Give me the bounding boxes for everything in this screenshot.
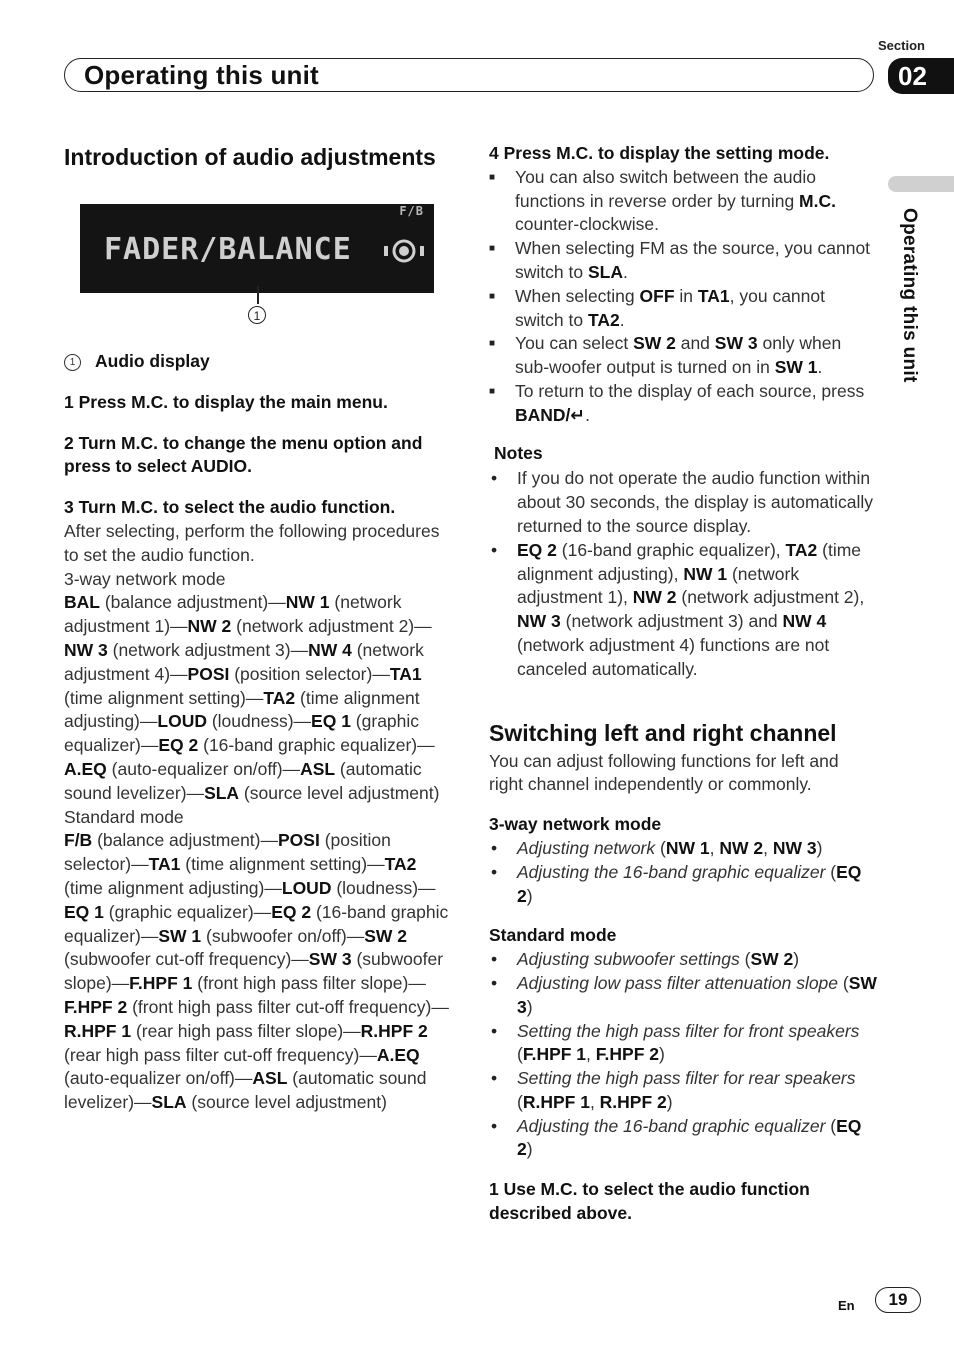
function-code: EQ 1: [311, 711, 351, 732]
list-item-text: [515, 166, 877, 237]
list-item: [489, 1020, 877, 1068]
right-column: [489, 140, 877, 1226]
bold-term: NW 2: [719, 837, 764, 858]
function-description: (time alignment adjusting)—: [64, 877, 282, 898]
tip-item: [489, 166, 877, 237]
function-code: LOUD: [157, 711, 207, 732]
square-bullet-icon: ■: [489, 385, 496, 397]
function-code: TA2: [263, 687, 296, 708]
function-code: POSI: [187, 663, 230, 684]
bold-term: R.HPF 2: [599, 1091, 667, 1112]
function-code: SW 1: [158, 925, 202, 946]
list-item-text: [517, 1020, 877, 1068]
square-bullet-icon: ■: [489, 290, 496, 302]
threeway-list: [489, 837, 877, 908]
dot-bullet-icon: •: [491, 1020, 498, 1041]
bold-term: F.HPF 2: [595, 1044, 659, 1065]
bold-term: SW 2: [633, 333, 676, 354]
bold-term: NW 1: [683, 563, 728, 584]
square-bullet-icon: ■: [489, 338, 496, 350]
function-code: NW 2: [187, 616, 232, 637]
bold-term: EQ 2: [517, 1115, 862, 1160]
italic-term: Adjusting low pass filter attenuation slope: [517, 972, 839, 993]
list-item-text: [517, 467, 877, 538]
function-description: (source level adjustment): [186, 1092, 387, 1113]
text-run: When selecting FM as the source, you cannot switch to: [515, 238, 871, 282]
text-run: ,: [589, 1091, 600, 1112]
mode-3way-label: 3-way network mode: [64, 568, 226, 589]
dot-bullet-icon: •: [491, 837, 498, 858]
bold-term: M.C.: [799, 190, 836, 211]
display-fb-indicator: F/B: [399, 204, 424, 218]
bold-term: TA2: [785, 539, 818, 560]
step-3: 3 Turn M.C. to select the audio function.: [64, 497, 396, 518]
bold-term: TA2: [587, 309, 620, 330]
text-run: (: [838, 972, 849, 993]
function-description: (balance adjustment)—: [99, 592, 286, 613]
legend-label: Audio display: [95, 351, 210, 371]
text-run: ): [526, 1139, 533, 1160]
mode-3way-sequence: [64, 591, 454, 805]
list-item-text: [517, 539, 877, 682]
text-run: (network adjustment 4) functions are not canceled automatically.: [517, 634, 830, 679]
function-description: (automatic sound levelizer)—: [64, 1068, 427, 1113]
dot-bullet-icon: •: [491, 539, 498, 560]
tip-item: [489, 285, 877, 333]
dot-bullet-icon: •: [491, 468, 498, 489]
bold-term: R.HPF 1: [522, 1091, 590, 1112]
function-description: (front high pass filter cut-off frequency)—: [127, 996, 449, 1017]
standard-list: [489, 948, 877, 1162]
list-item-text: [517, 972, 877, 1020]
function-description: (time alignment setting)—: [180, 854, 385, 875]
function-code: A.EQ: [64, 758, 107, 779]
left-column: [64, 140, 454, 1115]
step-4: 4 Press M.C. to display the setting mode.: [489, 143, 830, 163]
bold-term: OFF: [639, 285, 675, 306]
list-item-text: [517, 948, 877, 972]
standard-mode-label: Standard mode: [64, 806, 184, 827]
function-description: (position selector)—: [229, 663, 390, 684]
bold-term: BAND/↵: [515, 404, 586, 425]
list-item-text: [515, 285, 877, 333]
function-description: (front high pass filter slope)—: [192, 973, 426, 994]
text-run: ): [659, 1044, 665, 1065]
list-item-text: [517, 1115, 877, 1163]
page-number: 19: [875, 1287, 921, 1313]
function-description: (loudness)—: [206, 711, 312, 732]
function-code: SW 2: [364, 925, 408, 946]
notes-heading: Notes: [494, 442, 543, 463]
function-code: NW 3: [64, 639, 108, 660]
switch-heading: Switching left and right channel: [489, 719, 837, 746]
function-description: (position selector)—: [64, 830, 391, 875]
function-code: NW 4: [308, 639, 352, 660]
text-run: .: [817, 357, 823, 378]
list-item-text: [515, 237, 877, 285]
text-run: only when sub-woofer output is turned on in: [515, 333, 842, 378]
notes-list: [489, 467, 877, 681]
dot-bullet-icon: •: [491, 1068, 498, 1089]
note-item: [489, 467, 877, 538]
function-description: (network adjustment 2)—: [231, 616, 432, 637]
function-description: (loudness)—: [331, 877, 436, 898]
text-run: (network adjustment 3) and: [560, 611, 783, 632]
text-run: ): [526, 996, 533, 1017]
function-code: EQ 2: [271, 901, 312, 922]
text-run: To return to the display of each source, press: [515, 380, 865, 401]
dot-bullet-icon: •: [491, 861, 498, 882]
italic-term: Setting the high pass filter for front speakers: [517, 1020, 860, 1041]
function-description: (rear high pass filter slope)—: [131, 1020, 361, 1041]
standard-label: Standard mode: [489, 925, 617, 946]
bold-term: NW 3: [772, 837, 817, 858]
bold-term: F.HPF 1: [522, 1044, 587, 1065]
step-1: 1 Press M.C. to display the main menu.: [64, 391, 388, 412]
legend-number: 1: [64, 354, 81, 371]
text-run: (network adjustment 2),: [676, 587, 865, 608]
function-code: BAL: [64, 592, 100, 613]
tip-item: [489, 237, 877, 285]
function-description: (subwoofer on/off)—: [201, 925, 365, 946]
function-description: (graphic equalizer)—: [64, 711, 420, 756]
bold-term: EQ 2: [517, 539, 557, 560]
function-description: (auto-equalizer on/off)—: [64, 1068, 253, 1089]
text-run: (: [825, 1115, 837, 1136]
dot-bullet-icon: •: [491, 972, 498, 993]
function-code: LOUD: [281, 877, 332, 898]
display-text: FADER/BALANCE: [104, 232, 352, 267]
list-item: [489, 972, 877, 1020]
text-run: , you cannot switch to: [515, 285, 825, 330]
text-run: When selecting: [515, 285, 640, 306]
bold-term: SW 2: [750, 949, 794, 970]
section-number-badge: 02: [888, 58, 954, 94]
function-description: (time alignment adjusting)—: [64, 687, 420, 732]
function-description: (network adjustment 4)—: [64, 639, 424, 684]
function-description: (balance adjustment)—: [92, 830, 278, 851]
dot-bullet-icon: •: [491, 949, 498, 970]
function-code: NW 1: [285, 592, 330, 613]
list-item: [489, 948, 877, 972]
tip-item: [489, 380, 877, 428]
final-step: 1 Use M.C. to select the audio function described above.: [489, 1179, 810, 1224]
bold-term: TA1: [697, 285, 730, 306]
text-run: ): [666, 1091, 673, 1112]
text-run: You can also switch between the audio functions in reverse order by turning: [515, 166, 816, 211]
list-item-text: [515, 380, 877, 428]
side-tab-marker: [888, 176, 954, 192]
step-2: 2 Turn M.C. to change the menu option and press to select AUDIO.: [64, 432, 423, 477]
function-code: ASL: [300, 758, 336, 779]
function-code: R.HPF 2: [360, 1020, 428, 1041]
list-item: [489, 1067, 877, 1115]
intro-heading: Introduction of audio adjustments: [64, 144, 436, 170]
function-description: (source level adjustment): [239, 782, 440, 803]
italic-term: Adjusting subwoofer settings: [517, 949, 740, 970]
list-item: [489, 837, 877, 861]
page-title: Operating this unit: [84, 60, 319, 90]
function-code: TA2: [384, 854, 417, 875]
function-code: SW 3: [308, 949, 352, 970]
bold-term: SW 1: [774, 357, 818, 378]
text-run: (: [517, 1044, 523, 1065]
list-item: [489, 861, 877, 909]
section-label: Section: [878, 38, 925, 53]
bold-term: SW 3: [714, 333, 758, 354]
text-run: ,: [709, 837, 720, 858]
function-description: (graphic equalizer)—: [103, 901, 272, 922]
function-code: EQ 2: [158, 735, 199, 756]
italic-term: Adjusting the 16-band graphic equalizer: [517, 861, 826, 882]
bold-term: NW 4: [782, 611, 827, 632]
text-run: (: [739, 949, 751, 970]
italic-term: Adjusting network: [517, 837, 656, 858]
text-run: ): [816, 837, 823, 858]
function-description: (network adjustment 1)—: [64, 592, 402, 637]
function-description: (subwoofer cut-off frequency)—: [64, 949, 309, 970]
function-code: F.HPF 1: [129, 973, 193, 994]
list-item-text: [517, 837, 877, 861]
bold-term: SW 3: [517, 972, 877, 1017]
function-code: A.EQ: [376, 1044, 420, 1065]
list-item-text: [517, 861, 877, 909]
text-run: and: [675, 333, 715, 354]
function-code: R.HPF 1: [64, 1020, 132, 1041]
function-description: (network adjustment 3)—: [107, 639, 309, 660]
text-run: (time alignment adjusting),: [517, 539, 862, 584]
italic-term: Adjusting the 16-band graphic equalizer: [517, 1115, 826, 1136]
standard-mode-sequence: [64, 829, 454, 1115]
function-code: SLA: [151, 1092, 187, 1113]
step-4-bullets: [489, 166, 877, 428]
square-bullet-icon: ■: [489, 243, 496, 255]
text-run: .: [585, 404, 590, 425]
function-description: (time alignment setting)—: [64, 687, 264, 708]
bold-term: SLA: [587, 261, 623, 282]
step-3-description: After selecting, perform the following procedures to set the audio function.: [64, 520, 440, 565]
text-run: .: [619, 309, 625, 330]
text-run: ): [793, 949, 800, 970]
function-description: (16-band graphic equalizer)—: [64, 901, 449, 946]
function-code: ASL: [252, 1068, 288, 1089]
callout-marker: 1: [248, 306, 266, 324]
list-item-text: [515, 332, 877, 380]
text-run: in: [674, 285, 698, 306]
switch-description: You can adjust following functions for left and right channel independently or commonly.: [489, 750, 839, 795]
function-code: POSI: [278, 830, 320, 851]
language-label: En: [838, 1298, 855, 1313]
function-code: TA1: [148, 854, 181, 875]
legend-item: [64, 350, 454, 374]
bold-term: NW 1: [665, 837, 710, 858]
text-run: (: [655, 837, 666, 858]
text-run: You can select: [515, 333, 634, 354]
bold-term: EQ 2: [517, 861, 862, 906]
text-run: (16-band graphic equalizer),: [556, 539, 786, 560]
text-run: (: [517, 1091, 523, 1112]
italic-term: Setting the high pass filter for rear speakers: [517, 1068, 856, 1089]
function-code: SLA: [204, 782, 240, 803]
text-run: .: [622, 261, 628, 282]
function-description: (rear high pass filter cut-off frequency)—: [64, 1044, 377, 1065]
text-run: ,: [586, 1044, 596, 1065]
text-run: counter-clockwise.: [515, 214, 659, 235]
function-description: (subwoofer slope)—: [64, 949, 444, 994]
note-item: [489, 539, 877, 682]
text-run: ,: [763, 837, 773, 858]
bold-term: NW 2: [632, 587, 677, 608]
text-run: ): [526, 885, 533, 906]
text-run: If you do not operate the audio function within about 30 seconds, the display is automatically returned to the source display.: [517, 468, 874, 536]
list-item: [489, 1115, 877, 1163]
function-description: (automatic sound levelizer)—: [64, 758, 422, 803]
function-code: EQ 1: [64, 901, 104, 922]
function-code: F.HPF 2: [64, 996, 128, 1017]
dot-bullet-icon: •: [491, 1115, 498, 1136]
text-run: (: [825, 861, 837, 882]
text-run: (network adjustment 1),: [517, 563, 800, 608]
function-code: TA1: [389, 663, 422, 684]
side-label: Operating this unit: [899, 208, 920, 383]
tip-item: [489, 332, 877, 380]
function-description: (auto-equalizer on/off)—: [106, 758, 301, 779]
function-description: (16-band graphic equalizer)—: [198, 735, 435, 756]
square-bullet-icon: ■: [489, 171, 496, 183]
threeway-label: 3-way network mode: [489, 814, 662, 835]
list-item-text: [517, 1067, 877, 1115]
function-code: F/B: [64, 830, 93, 851]
bold-term: NW 3: [517, 611, 561, 632]
